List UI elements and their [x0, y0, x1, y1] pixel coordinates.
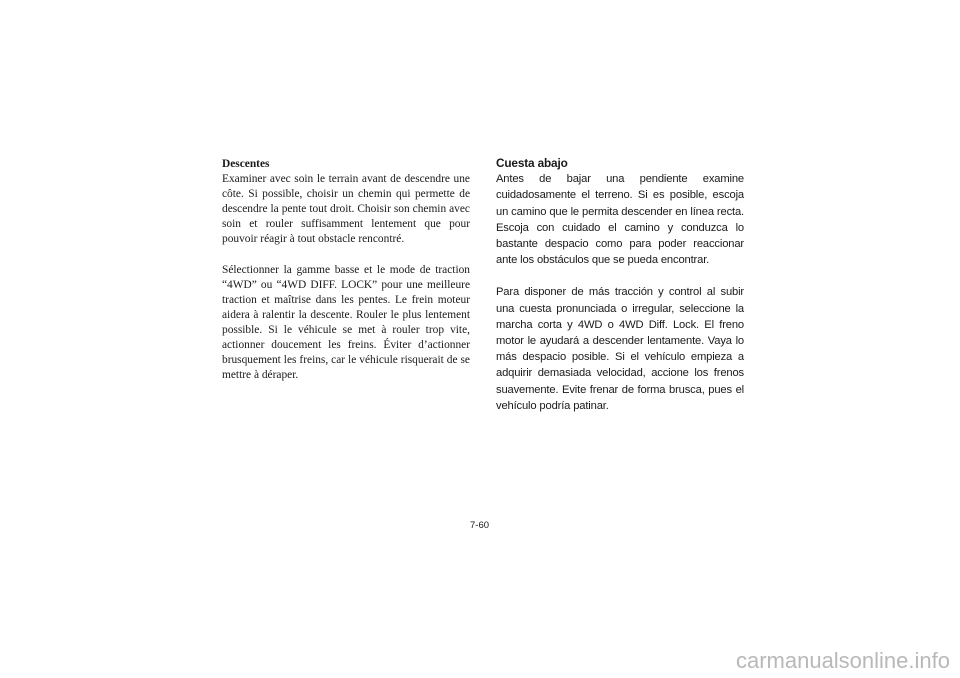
paragraph-spacer — [222, 247, 470, 263]
spanish-paragraph-1: Antes de bajar una pendiente examine cuidadosamente el terreno. Si es posible, escoja un camino que le permita descender en línea recta. Escoja con cuidado el camino y conduzca lo bastante despacio como para poder reaccionar ante los obstáculos que se pueda encontrar. — [496, 173, 744, 267]
french-heading: Descentes — [222, 158, 270, 170]
spanish-column — [496, 155, 744, 414]
spanish-paragraph-2: Para disponer de más tracción y control al subir una cuesta pronunciada o irregular, seleccione la marcha corta y 4WD o 4WD Diff. Lock. El freno motor le ayudará a descender lentamente. Vaya lo más despacio posible. Si el vehículo empieza a adquirir demasiada velocidad, accione los frenos suavemente. Evite frenar de forma brusca, pues el vehículo podría patinar. — [496, 286, 744, 412]
page-number: 7-60 — [470, 520, 490, 531]
spanish-heading: Cuesta abajo — [496, 156, 568, 170]
watermark: carmanualsonline.info — [735, 648, 950, 673]
paragraph-spacer — [496, 268, 744, 284]
french-paragraph-2: Sélectionner la gamme basse et le mode de traction “4WD” ou “4WD DIFF. LOCK” pour une meilleure traction et maîtrise dans les pentes. Le frein moteur aidera à ralentir la descente. Rouler le plus lentement possible. Si le véhicule se met à rouler trop vite, actionner doucement les freins. Éviter d’actionner brusquement les freins, car le véhicule risquerait de se mettre à déraper. — [222, 264, 470, 381]
french-column — [222, 157, 470, 383]
french-paragraph-1: Examiner avec soin le terrain avant de descendre une côte. Si possible, choisir un chemin qui permette de descendre la pente tout droit. Choisir son chemin avec soin et rouler suffisamment lentement que pour pouvoir réagir à tout obstacle rencontré. — [222, 173, 470, 245]
